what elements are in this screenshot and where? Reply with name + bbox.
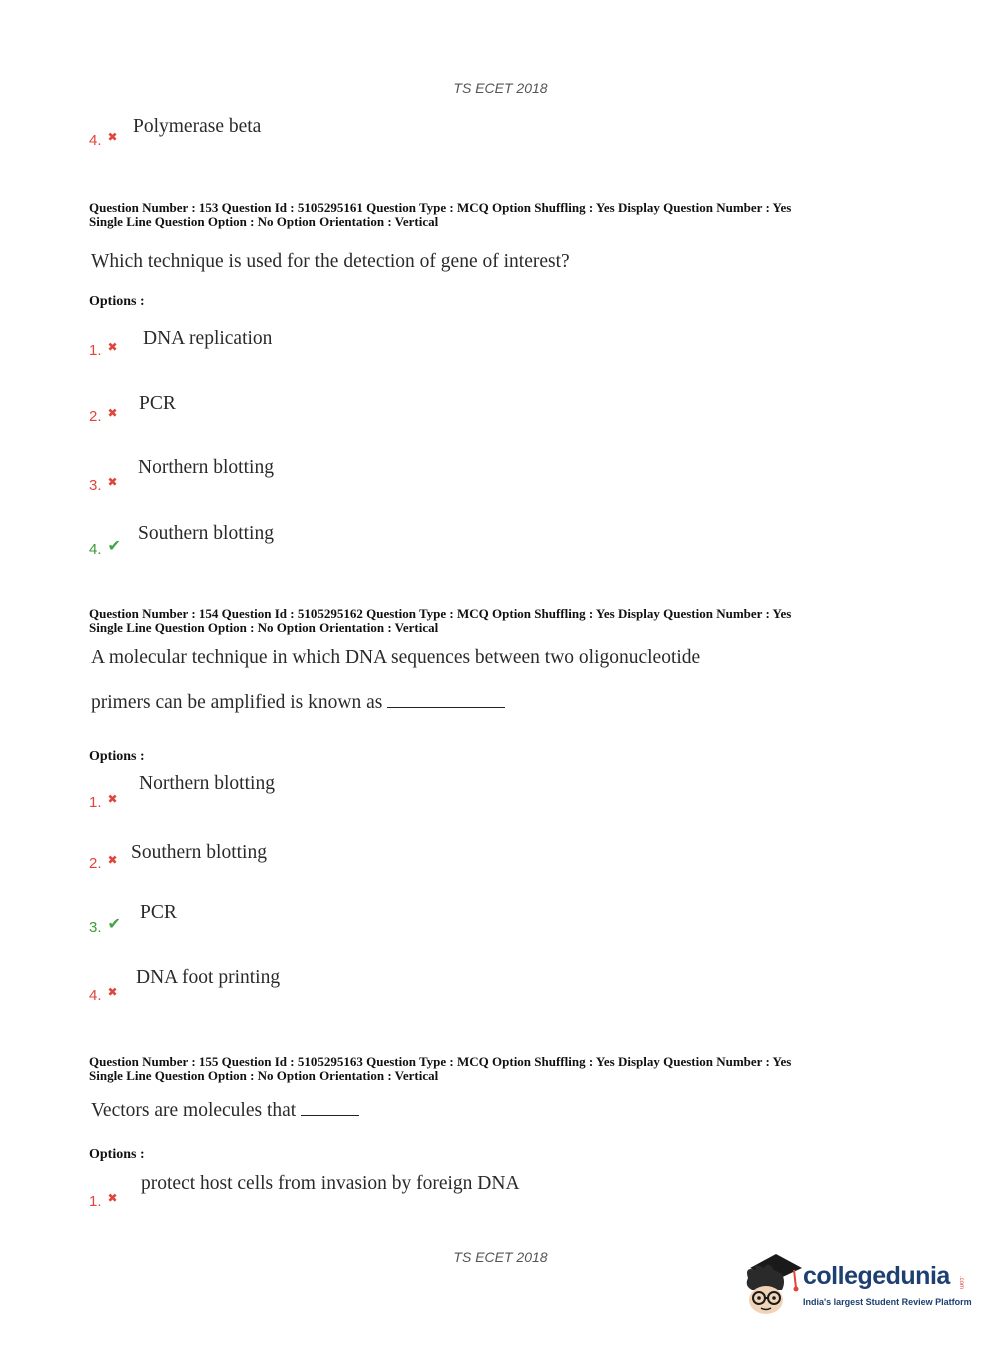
option-text: Northern blotting [138,457,274,478]
option-number: 4. ✖ [89,130,118,149]
option-number: 2. ✖ [89,853,118,872]
options-label: Options : [89,1147,145,1162]
option-text: DNA replication [143,328,273,349]
collegedunia-mascot-icon [742,1248,804,1318]
logo-suffix: .com [958,1276,964,1290]
wrong-mark-icon: ✖ [107,792,118,806]
option-text: Southern blotting [138,523,274,544]
page-footer: TS ECET 2018 [453,1249,548,1265]
option-text: DNA foot printing [136,967,281,988]
option-text: Polymerase beta [133,116,262,137]
check-mark-icon: ✔ [107,538,121,555]
question-meta: Question Number : 155 Question Id : 5105295163 Question Type : MCQ Option Shuffling : Yes Display Question Number : Yes Single Line Question Option : No Option Orientation : Vertical [89,1054,792,1083]
option-text: PCR [140,902,177,923]
option-number: 1. ✖ [89,1191,118,1210]
option-text: Northern blotting [139,773,275,794]
wrong-mark-icon: ✖ [107,475,118,489]
option-text: protect host cells from invasion by foreign DNA [141,1173,520,1194]
option-number: 2. ✖ [89,406,118,425]
option-number: 3. ✖ [89,475,118,494]
answer-blank [301,1115,359,1116]
option-number: 1. ✖ [89,792,118,811]
question-text: Which technique is used for the detection of gene of interest? [91,251,570,272]
option-number: 4. ✔ [89,538,121,558]
option-number: 4. ✖ [89,985,118,1004]
question-text: Vectors are molecules that [91,1100,359,1122]
question-text: A molecular technique in which DNA sequences between two oligonucleotide [91,647,701,668]
wrong-mark-icon: ✖ [107,406,118,420]
wrong-mark-icon: ✖ [107,985,118,999]
question-text: primers can be amplified is known as [91,692,505,714]
logo-wordmark: collegedunia [803,1262,950,1290]
wrong-mark-icon: ✖ [107,1191,118,1205]
page-header: TS ECET 2018 [453,80,548,96]
option-text: PCR [139,393,176,414]
wrong-mark-icon: ✖ [107,340,118,354]
question-meta: Question Number : 154 Question Id : 5105295162 Question Type : MCQ Option Shuffling : Yes Display Question Number : Yes Single Line Question Option : No Option Orientation : Vertical [89,606,792,635]
logo-tagline: India's largest Student Review Platform [803,1297,972,1307]
option-number: 1. ✖ [89,340,118,359]
answer-blank [387,707,505,708]
wrong-mark-icon: ✖ [107,130,118,144]
option-number: 3. ✔ [89,916,121,936]
question-meta: Question Number : 153 Question Id : 5105295161 Question Type : MCQ Option Shuffling : Yes Display Question Number : Yes Single Line Question Option : No Option Orientation : Vertical [89,200,792,229]
options-label: Options : [89,294,145,309]
options-label: Options : [89,749,145,764]
wrong-mark-icon: ✖ [107,853,118,867]
option-text: Southern blotting [131,842,267,863]
check-mark-icon: ✔ [107,916,121,933]
